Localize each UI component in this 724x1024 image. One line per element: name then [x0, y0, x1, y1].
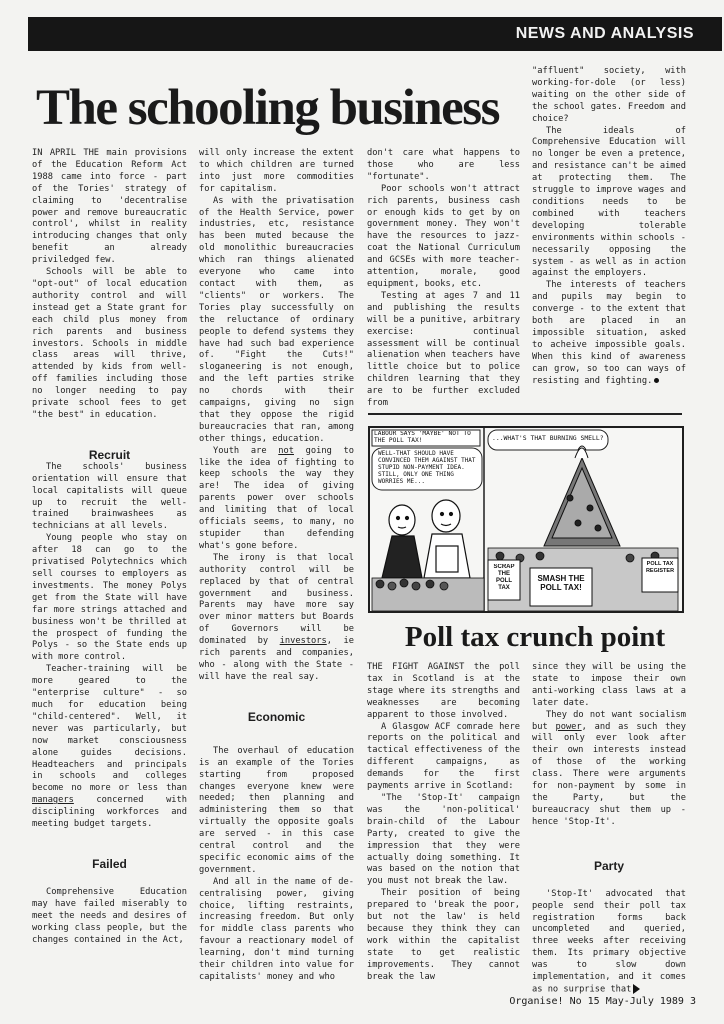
underlined-word: investors [279, 636, 327, 647]
politician-figures [382, 500, 470, 578]
cartoon-illustration [368, 426, 684, 613]
article-column-3 [367, 148, 520, 410]
paragraph [532, 710, 686, 829]
paragraph: "The 'Stop-It' campaign was the 'non-political' brain-child of the Labour Party, created to give the impression that they were actually doing something. It was based on the notion that you must not break the law. [367, 792, 520, 887]
text-span: concerned with disciplining workforces and meeting budget targets. [32, 795, 187, 830]
paragraph [532, 889, 686, 997]
paragraph: The schools' business orientation will ensure that local capitalists will queue up to recruit the well-trained brainwashees as technicians at all levels. [32, 461, 187, 532]
paragraph: Poor schools won't attract rich parents, business cash or enough kids to get by on government money. They won't have the resources to jazz-coat the National Curriculum and GCSEs with more teacher-attention, morale, good equipment, books, etc. [367, 183, 520, 289]
paragraph: A Glasgow ACF comrade here reports on the political and tactical effectiveness of the different campaigns, as demands for the first payments arrive in Scotland: [367, 721, 520, 792]
paragraph: Young people who stay on after 18 can go to the privatised Polytechnics which sell courses to employers as investments. The money Polys get from the State will have far more strings attached and business won't be thrilled at the prospect of funding the Polys - so the State ends up with more control. [32, 533, 187, 663]
paragraph: Their position of being prepared to 'break the poor, but not the law' is held because they think they can work within the capitalist state to get realistic improvements. They cannot break the law [367, 888, 520, 982]
article-headline: The schooling business [36, 80, 500, 136]
poll-tax-headline: Poll tax crunch point [404, 621, 666, 653]
subheading-party: Party [593, 858, 625, 873]
underlined-word: managers [32, 795, 74, 806]
paragraph: Comprehensive Education may have failed miserably to meet the needs and desires of working class people, but the changes contained in the Act, [32, 886, 187, 945]
subheading-failed: Failed [92, 856, 127, 871]
paragraph [199, 553, 354, 684]
paragraph: As with the privatisation of the Health Service, power industries, etc, resistance has been muted because the old monolithic bureaucracies which ran things alienated everyone who came into contact with them, as "clients" or workers. The Tories play successfully on the reluctance of ordinary people to defend systems they have had such bad experience of. "Fight the Cuts!" sloganeering is not enough, and the left parties strike no chords with their campaigns, giving no sign that they oppose the rigid bureaucracies that ran, among other things, education. [199, 195, 354, 444]
text-span: Youth are [213, 445, 279, 456]
paragraph: will only increase the extent to which children are turned into just more commodities for capitalism. [199, 148, 354, 194]
section-banner [28, 17, 722, 51]
text-span: going to like the idea of fighting to keep schools the way they are! The idea of giving parents power over schools and limiting that of local officials seems, to many, no stupider than defending what's gone before. [199, 445, 354, 551]
paragraph: "affluent" society, with working-for-dole (or less) waiting on the other side of the school gates. Freedom and choice? [532, 66, 686, 124]
underlined-word: power [555, 721, 582, 732]
paragraph: The ideals of Comprehensive Education will no longer be even a pretence, and resistance can't be aimed at protecting them. The struggle to improve wages and conditions needs to be combined with teachers developing tolerable environments within schools - necessarily opposing the system - as well as in action against the employers. [532, 125, 686, 279]
continue-arrow-icon [633, 984, 640, 994]
text-span: They do not want socialism but [532, 709, 686, 732]
paragraph: Schools will be able to "opt-out" of local education authority control and will instead get a State grant for each child plus money from rich parents and business investors. Schools in middle class areas will thrive, attended by kids from well-off families including those no longer needing to pay private school fees to get "the best" in education. [32, 267, 187, 420]
paragraph: Testing at ages 7 and 11 and publishing the results will be a punitive, arbitrary exercise: continual assessment will be continual alienation when teachers have little choice but to police children learning that they are to be further excluded from [367, 290, 520, 409]
page-footer: Organise! No 15 May-July 1989 3 [509, 996, 696, 1007]
placard-2: SMASH THE POLL TAX! [537, 574, 585, 592]
placard-3: POLL TAX REGISTER [645, 561, 675, 574]
subheading-economic: Economic [247, 709, 306, 724]
speech-bubble-2: WELL-THAT SHOULD HAVE CONVINCED THEM AGAINST THAT STUPID NON-PAYMENT IDEA. STILL, ONLY ONE THING WORRIES ME... [378, 450, 476, 485]
text-span: , ie rich parents and companies, who - along with the State - will have the real say. [199, 636, 355, 682]
paragraph: And all in the name of de-centralising power, giving choice, lifting restraints, increasing freedom. But only for middle class parents who favour a reactionary model of learning, don't mind turning their children into value for capitalists' money and who [199, 876, 354, 982]
text-span: 'Stop-It' advocated that people send their poll tax registration forms back uncompleted and queried, three weeks after receiving them. Its primary objective was to slow down implementation, and it comes as no surprise that [532, 888, 686, 995]
article-column-4 [532, 66, 686, 387]
article-column-2 [199, 148, 354, 984]
paragraph: The overhaul of education is an example of the Tories starting from proposed changes everyone knew were needed; then planning and administering them so that virtually the opposite goals are served - in this case central control and the specific economic aims of the government. [199, 745, 354, 875]
poll-tax-column-2 [532, 662, 686, 996]
speech-bubble-1: LABOUR SAYS 'MAYBE' NOT TO THE POLL TAX! [374, 431, 471, 444]
paragraph: THE FIGHT AGAINST the poll tax in Scotland is at the stage where its strengths and weaknesses are becoming apparent to those involved. [367, 662, 520, 720]
paragraph: since they will be using the state to impose their own anti-working class laws at a later date. [532, 662, 686, 708]
text-span: Teacher-training will be more geared to the "enterprise culture" - so much for education being "child-centered". Well, it never was particularly, but now market consciousness alone guides decisions. Headteachers and principals in schools and colleges become no more or less than [32, 664, 187, 794]
speech-bubble-3: ...WHAT'S THAT BURNING SMELL? [492, 435, 604, 442]
text-span: The irony is that local authority control will be replaced by that of central government and business. Parents may have more say over minor matters but Boards of Governors will be dominated by [199, 552, 354, 647]
paragraph: IN APRIL THE main provisions of the Education Reform Act 1988 came into force - part of the Tories' strategy of claiming to 'decentralise power and remove bureaucratic control', whilst in reality introducing changes that only benefit an already priviledged few. [32, 148, 187, 266]
end-mark-icon [654, 378, 659, 383]
underlined-word: not [278, 445, 294, 456]
bonfire-drawing [544, 446, 620, 546]
subheading-recruit: Recruit [88, 447, 131, 462]
paragraph: don't care what happens to those who are less "fortunate". [367, 148, 520, 182]
text-span: , and as such they will only ever look after their own interests instead of those of the working class. There were arguments for non-payment by some in the Party, but the bureaucracy shut them up - hence 'Stop-It'. [532, 721, 686, 827]
cartoon-drawing [370, 428, 682, 611]
section-title: NEWS AND ANALYSIS [515, 25, 694, 42]
article-column-1 [32, 148, 187, 946]
divider-rule [368, 413, 682, 415]
paragraph [199, 446, 354, 553]
text-span: The interests of teachers and pupils may begin to converge - to the extent that both are placed in an impossible situation, asked to acheive impossible goals. When this kind of awareness can grow, so too can ways of resisting and fighting. [532, 280, 686, 386]
placard-1: SCRAP THE POLL TAX [493, 564, 515, 591]
paragraph [532, 280, 686, 387]
paragraph [32, 664, 187, 831]
poll-tax-column-1 [367, 662, 520, 983]
